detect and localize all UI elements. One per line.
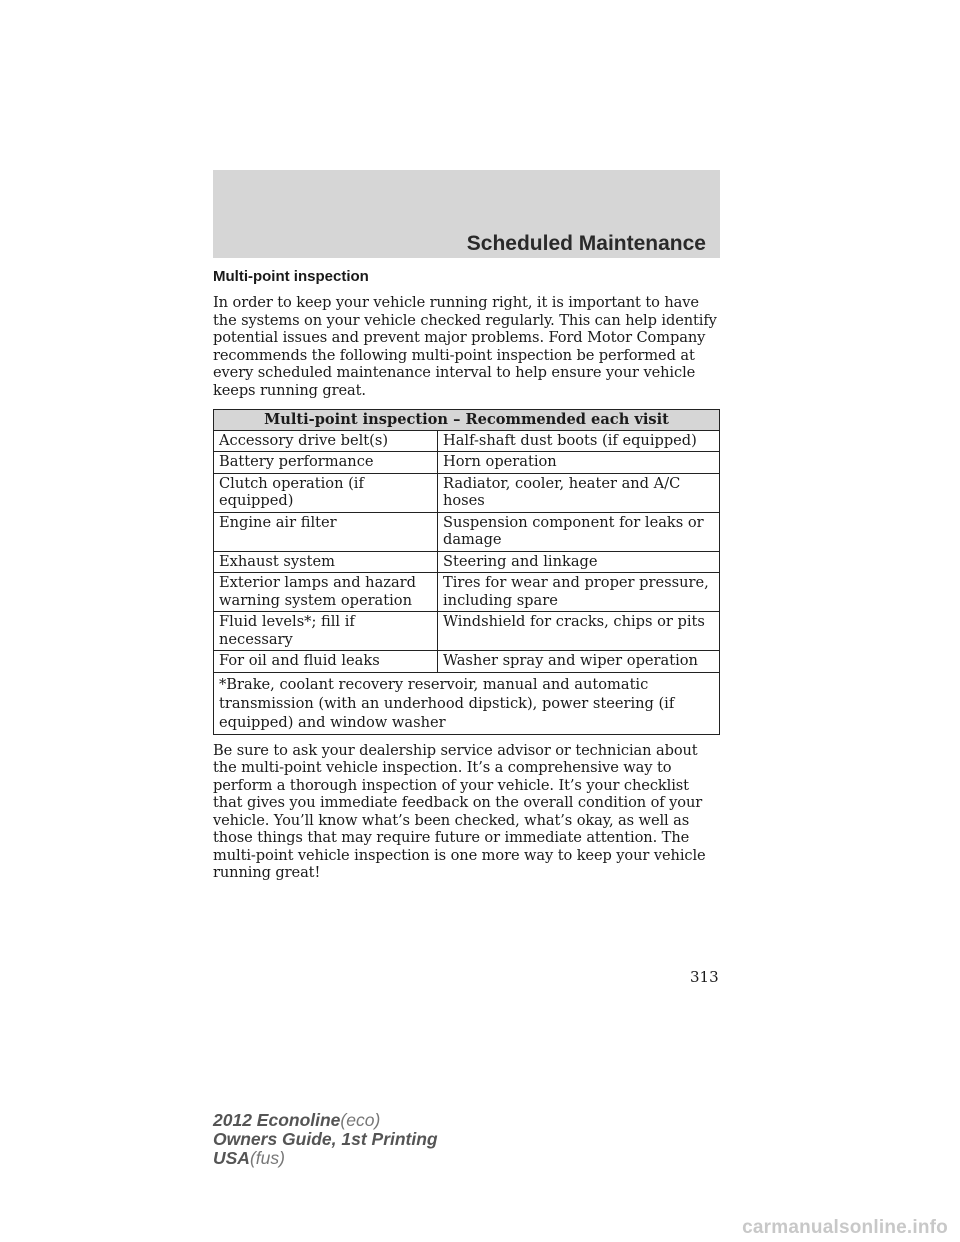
footer-guide-line: [213, 1130, 438, 1149]
table-row: [214, 512, 720, 551]
table-cell: Tires for wear and proper pressure, including spare: [438, 573, 720, 612]
footer-model-code: (eco): [340, 1110, 381, 1130]
table-row: [214, 551, 720, 573]
footer-market-code: (fus): [249, 1148, 285, 1168]
watermark-text: carmanualsonline.info: [742, 1217, 948, 1238]
page-number: 313: [690, 968, 719, 986]
table-cell: Washer spray and wiper operation: [438, 651, 720, 673]
footer-model-line: [213, 1111, 438, 1130]
table-row: [214, 573, 720, 612]
section-header-title: Scheduled Maintenance: [466, 232, 706, 255]
footer-model: 2012 Econoline: [213, 1110, 341, 1130]
footer-guide: Owners Guide, 1st Printing: [213, 1129, 438, 1149]
section-header-band: [213, 170, 720, 258]
table-cell: Engine air filter: [214, 512, 438, 551]
table-cell: Accessory drive belt(s): [214, 430, 438, 452]
table-row: [214, 473, 720, 512]
table-footnote: *Brake, coolant recovery reservoir, manual and automatic transmission (with an underhood dipstick), power steering (if equipped) and window washer: [214, 672, 720, 734]
table-row: [214, 452, 720, 474]
outro-paragraph: Be sure to ask your dealership service advisor or technician about the multi-point vehicle inspection. It’s a comprehensive way to perform a thorough inspection of your vehicle. It’s your checklist that gives you immediate feedback on the overall condition of your vehicle. You’ll know what’s been checked, what’s okay, as well as those things that may require future or immediate attention. The multi-point vehicle inspection is one more way to keep your vehicle running great!: [213, 741, 706, 881]
table-row: [214, 430, 720, 452]
footer-market-line: [213, 1149, 438, 1168]
intro-paragraph: In order to keep your vehicle running right, it is important to have the systems on your vehicle checked regularly. This can help identify potential issues and prevent major problems. Ford Motor Company recommends the following multi-point inspection be performed at every scheduled maintenance interval to help ensure your vehicle keeps running great.: [213, 294, 717, 399]
inspection-table: [213, 409, 720, 735]
table-header-row: [214, 410, 720, 431]
table-cell: Radiator, cooler, heater and A/C hoses: [438, 473, 720, 512]
table-cell: For oil and fluid leaks: [214, 651, 438, 673]
table-row: [214, 651, 720, 673]
table-row: [214, 612, 720, 651]
table-footnote-row: [214, 672, 720, 734]
table-cell: Windshield for cracks, chips or pits: [438, 612, 720, 651]
table-title: Multi-point inspection – Recommended each visit: [214, 410, 720, 431]
table-cell: Half-shaft dust boots (if equipped): [438, 430, 720, 452]
table-cell: Steering and linkage: [438, 551, 720, 573]
table-cell: Battery performance: [214, 452, 438, 474]
document-footer: [213, 1111, 438, 1168]
table-cell: Fluid levels*; fill if necessary: [214, 612, 438, 651]
table-cell: Clutch operation (if equipped): [214, 473, 438, 512]
table-cell: Exterior lamps and hazard warning system operation: [214, 573, 438, 612]
section-heading: Multi-point inspection: [213, 268, 369, 285]
page-content: [213, 268, 720, 882]
table-cell: Exhaust system: [214, 551, 438, 573]
table-cell: Suspension component for leaks or damage: [438, 512, 720, 551]
table-cell: Horn operation: [438, 452, 720, 474]
footer-market: USA: [213, 1148, 250, 1168]
